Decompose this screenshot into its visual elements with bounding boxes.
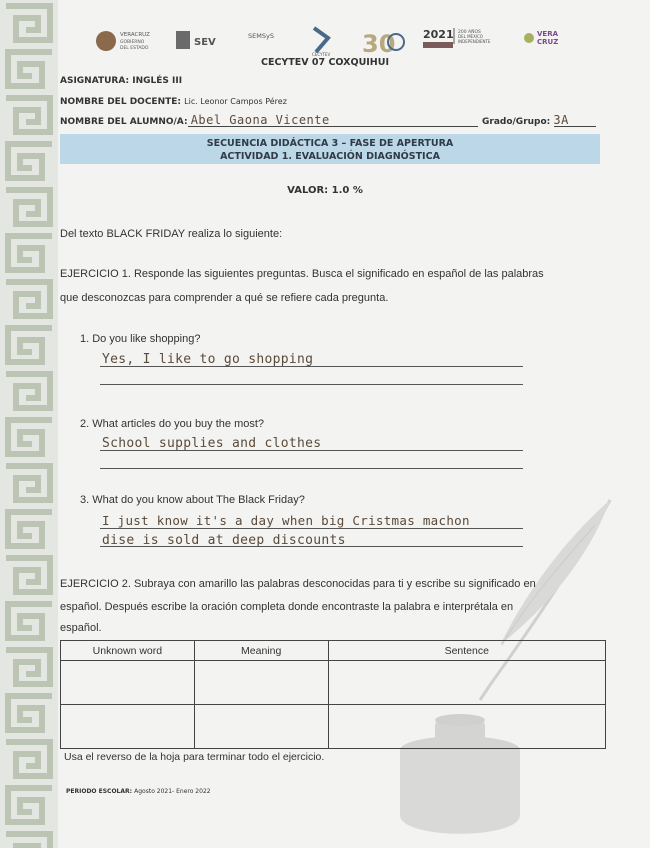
school-period [66,788,211,795]
logos-bar [96,24,566,60]
alumno-label: NOMBRE DEL ALUMNO/A: [60,117,188,127]
period-value: Agosto 2021- Enero 2022 [134,788,211,795]
table-cell[interactable] [194,705,328,749]
question-3: 3. What do you know about The Black Friday? [80,494,305,506]
ejercicio2-line1: EJERCICIO 2. Subraya con amarillo las palabras desconocidas para ti y escribe su significado en [60,578,536,590]
table-cell[interactable] [194,661,328,705]
asignatura-label: ASIGNATURA: [60,76,130,86]
answer-1-line-1[interactable]: Yes, I like to go shopping [102,352,314,367]
answer-line [100,468,523,469]
svg-text:DEL ESTADO: DEL ESTADO [120,46,149,51]
asignatura-value: INGLÉS III [132,76,183,86]
column-header-unknown-word: Unknown word [61,641,195,661]
30-anniversary-logo [358,24,408,58]
alumno-field [60,113,330,127]
banner-activity-title: ACTIVIDAD 1. EVALUACIÓN DIAGNÓSTICA [220,151,440,162]
alumno-value[interactable]: Abel Gaona Vicente [190,113,330,127]
table-cell[interactable] [328,661,605,705]
svg-text:CECYTEV: CECYTEV [312,52,331,57]
grado-field [482,113,569,127]
answer-line [100,528,523,529]
fret-pattern-icon [0,0,58,848]
question-2: 2. What articles do you buy the most? [80,418,265,430]
ejercicio1-line2: que desconozcas para comprender a qué se refiere cada pregunta. [60,292,389,304]
asignatura-field [60,76,182,86]
grado-label: Grado/Grupo: [482,117,551,127]
svg-text:2021: 2021 [423,28,454,41]
sev-logo [174,24,224,58]
answer-line [100,546,523,547]
answer-3-line-1[interactable]: I just know it's a day when big Cristmas machon [102,513,470,528]
svg-text:SEMSyS: SEMSyS [248,32,274,40]
cecytev-logo [306,24,346,58]
table-cell[interactable] [61,661,195,705]
svg-text:INDEPENDIENTE: INDEPENDIENTE [458,39,491,44]
docente-label: NOMBRE DEL DOCENTE: [60,97,181,107]
intro-text: Del texto BLACK FRIDAY realiza lo siguiente: [60,228,283,240]
answer-3-line-2[interactable]: dise is sold at deep discounts [102,533,346,548]
column-header-meaning: Meaning [194,641,328,661]
svg-text:SEV: SEV [194,37,216,48]
valor-label: VALOR: 1.0 % [287,185,363,196]
svg-text:VERA: VERA [537,30,559,38]
veracruz-gobierno-logo [96,24,156,58]
svg-text:VERACRUZ: VERACRUZ [120,32,150,38]
ejercicio2-line2: español. Después escribe la oración completa donde encontraste la palabra e interprétala en [60,601,514,613]
svg-text:DEL MÉXICO: DEL MÉXICO [458,34,483,39]
table-header-row [61,641,606,661]
answer-2-line-1[interactable]: School supplies and clothes [102,436,322,451]
docente-value: Lic. Leonor Campos Pérez [184,97,287,106]
question-1: 1. Do you like shopping? [80,333,201,345]
answer-line [100,366,523,367]
vocabulary-table [60,640,606,749]
table-row [61,705,606,749]
school-name: CECYTEV 07 COXQUIHUI [260,57,390,68]
answer-line [100,384,523,385]
2021-mexico-logo [421,24,511,58]
svg-text:GOBIERNO: GOBIERNO [120,40,145,45]
svg-text:30: 30 [362,30,396,58]
ejercicio2-line3: español. [60,622,102,634]
grado-value[interactable]: 3A [553,113,569,127]
decorative-border [0,0,58,848]
semsys-logo [246,24,291,58]
svg-text:CRUZ: CRUZ [537,38,559,46]
back-page-note: Usa el reverso de la hoja para terminar todo el ejercicio. [64,751,325,763]
grado-underline [554,126,596,127]
column-header-sentence: Sentence [328,641,605,661]
table-row [61,661,606,705]
activity-banner [60,134,600,164]
table-cell[interactable] [61,705,195,749]
answer-line [100,450,523,451]
ejercicio1-line1: EJERCICIO 1. Responde las siguientes preguntas. Busca el significado en español de las palabras [60,268,544,280]
veracruz-logo [521,24,566,58]
table-cell[interactable] [328,705,605,749]
alumno-underline [188,126,478,127]
period-label: PERIODO ESCOLAR: [66,788,133,795]
docente-field [60,97,287,107]
banner-sequence-title: SECUENCIA DIDÁCTICA 3 – FASE DE APERTURA [206,138,454,149]
svg-text:200 AÑOS: 200 AÑOS [458,30,481,35]
